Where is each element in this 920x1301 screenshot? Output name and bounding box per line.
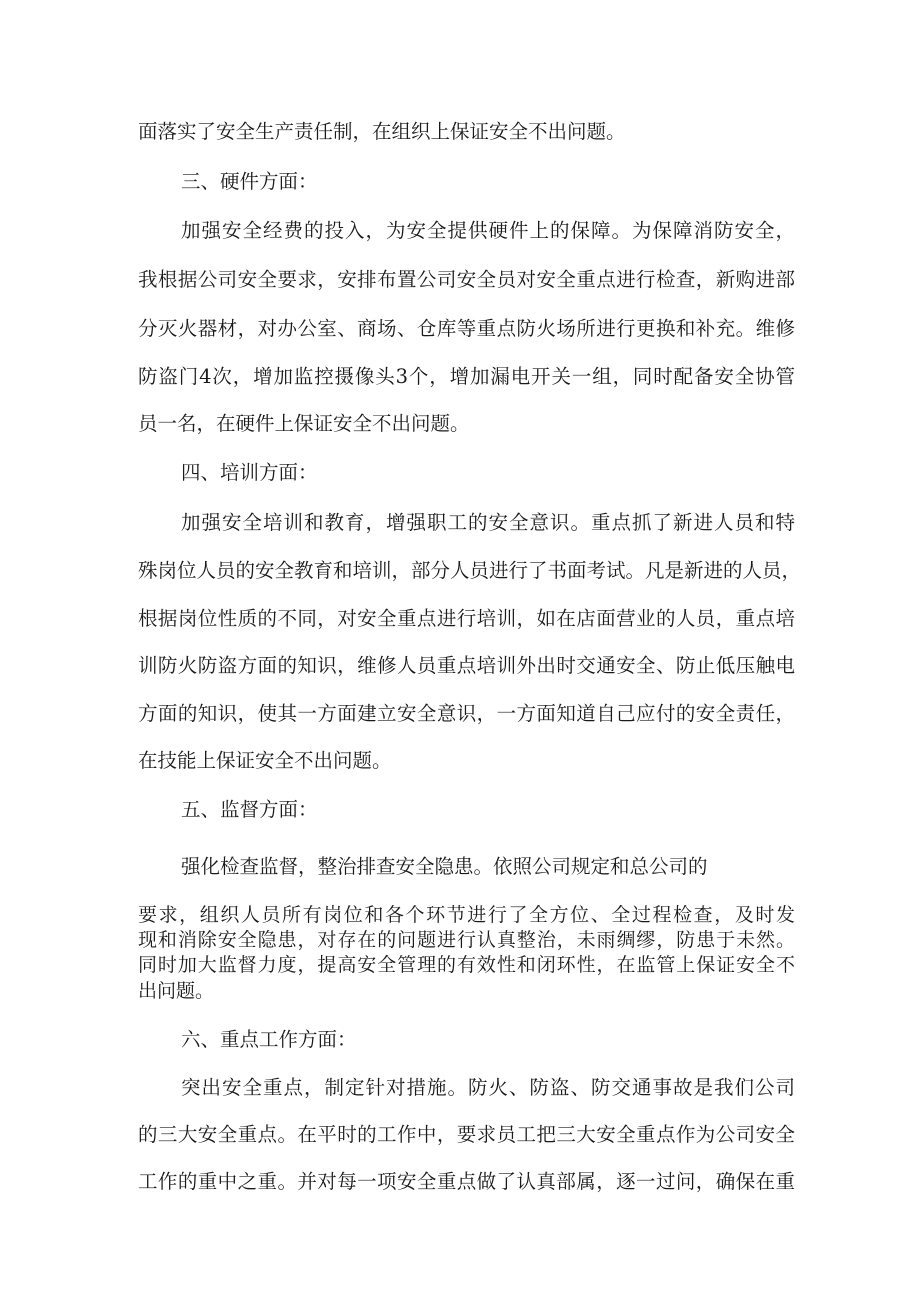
paragraph-line: 突出安全重点，制定针对措施。防火、防盗、防交通事故是我们公司 bbox=[181, 1076, 795, 1099]
paragraph-line: 我根据公司安全要求，安排布置公司安全员对安全重点进行检查，新购进部 bbox=[138, 268, 795, 291]
paragraph-line: 员一名，在硬件上保证安全不出问题。 bbox=[138, 412, 470, 435]
paragraph-line: 方面的知识，使其一方面建立安全意识，一方面知道自己应付的安全责任， bbox=[138, 702, 795, 725]
paragraph-line: 同时加大监督力度，提高安全管理的有效性和闭环性，在监管上保证安全不 bbox=[138, 954, 795, 976]
section-heading-hardware: 三、硬件方面： bbox=[181, 170, 318, 193]
paragraph-line: 面落实了安全生产责任制，在组织上保证安全不出问题。 bbox=[138, 120, 626, 143]
paragraph-line: 要求，组织人员所有岗位和各个环节进行了全方位、全过程检查，及时发 bbox=[138, 904, 795, 926]
paragraph-line: 加强安全培训和教育，增强职工的安全意识。重点抓了新进人员和特 bbox=[181, 511, 795, 534]
paragraph-line: 出问题。 bbox=[138, 980, 215, 1002]
section-heading-key-work: 六、重点工作方面： bbox=[181, 1028, 357, 1051]
paragraph-line: 在技能上保证安全不出问题。 bbox=[138, 749, 392, 772]
paragraph-line: 防盗门4次，增加监控摄像头3个，增加漏电开关一组，同时配备安全协管 bbox=[138, 365, 795, 388]
paragraph-line: 工作的重中之重。并对每一项安全重点做了认真部属，逐一过问，确保在重 bbox=[138, 1170, 795, 1193]
paragraph-line: 强化检查监督，整治排查安全隐患。依照公司规定和总公司的 bbox=[181, 855, 708, 878]
paragraph-line: 加强安全经费的投入，为安全提供硬件上的保障。为保障消防安全， bbox=[181, 219, 795, 242]
paragraph-line: 的三大安全重点。在平时的工作中，要求员工把三大安全重点作为公司安全 bbox=[138, 1123, 795, 1146]
paragraph-line: 现和消除安全隐患，对存在的问题进行认真整治，未雨绸缪，防患于未然。 bbox=[138, 929, 795, 951]
paragraph-line: 根据岗位性质的不同，对安全重点进行培训，如在店面营业的人员，重点培 bbox=[138, 607, 795, 630]
paragraph-line: 训防火防盗方面的知识，维修人员重点培训外出时交通安全、防止低压触电 bbox=[138, 654, 795, 677]
section-heading-supervision: 五、监督方面： bbox=[181, 798, 318, 821]
paragraph-line: 分灭火器材，对办公室、商场、仓库等重点防火场所进行更换和补充。维修 bbox=[138, 317, 795, 340]
section-heading-training: 四、培训方面： bbox=[181, 461, 318, 484]
paragraph-line: 殊岗位人员的安全教育和培训，部分人员进行了书面考试。凡是新进的人员， bbox=[138, 559, 802, 582]
